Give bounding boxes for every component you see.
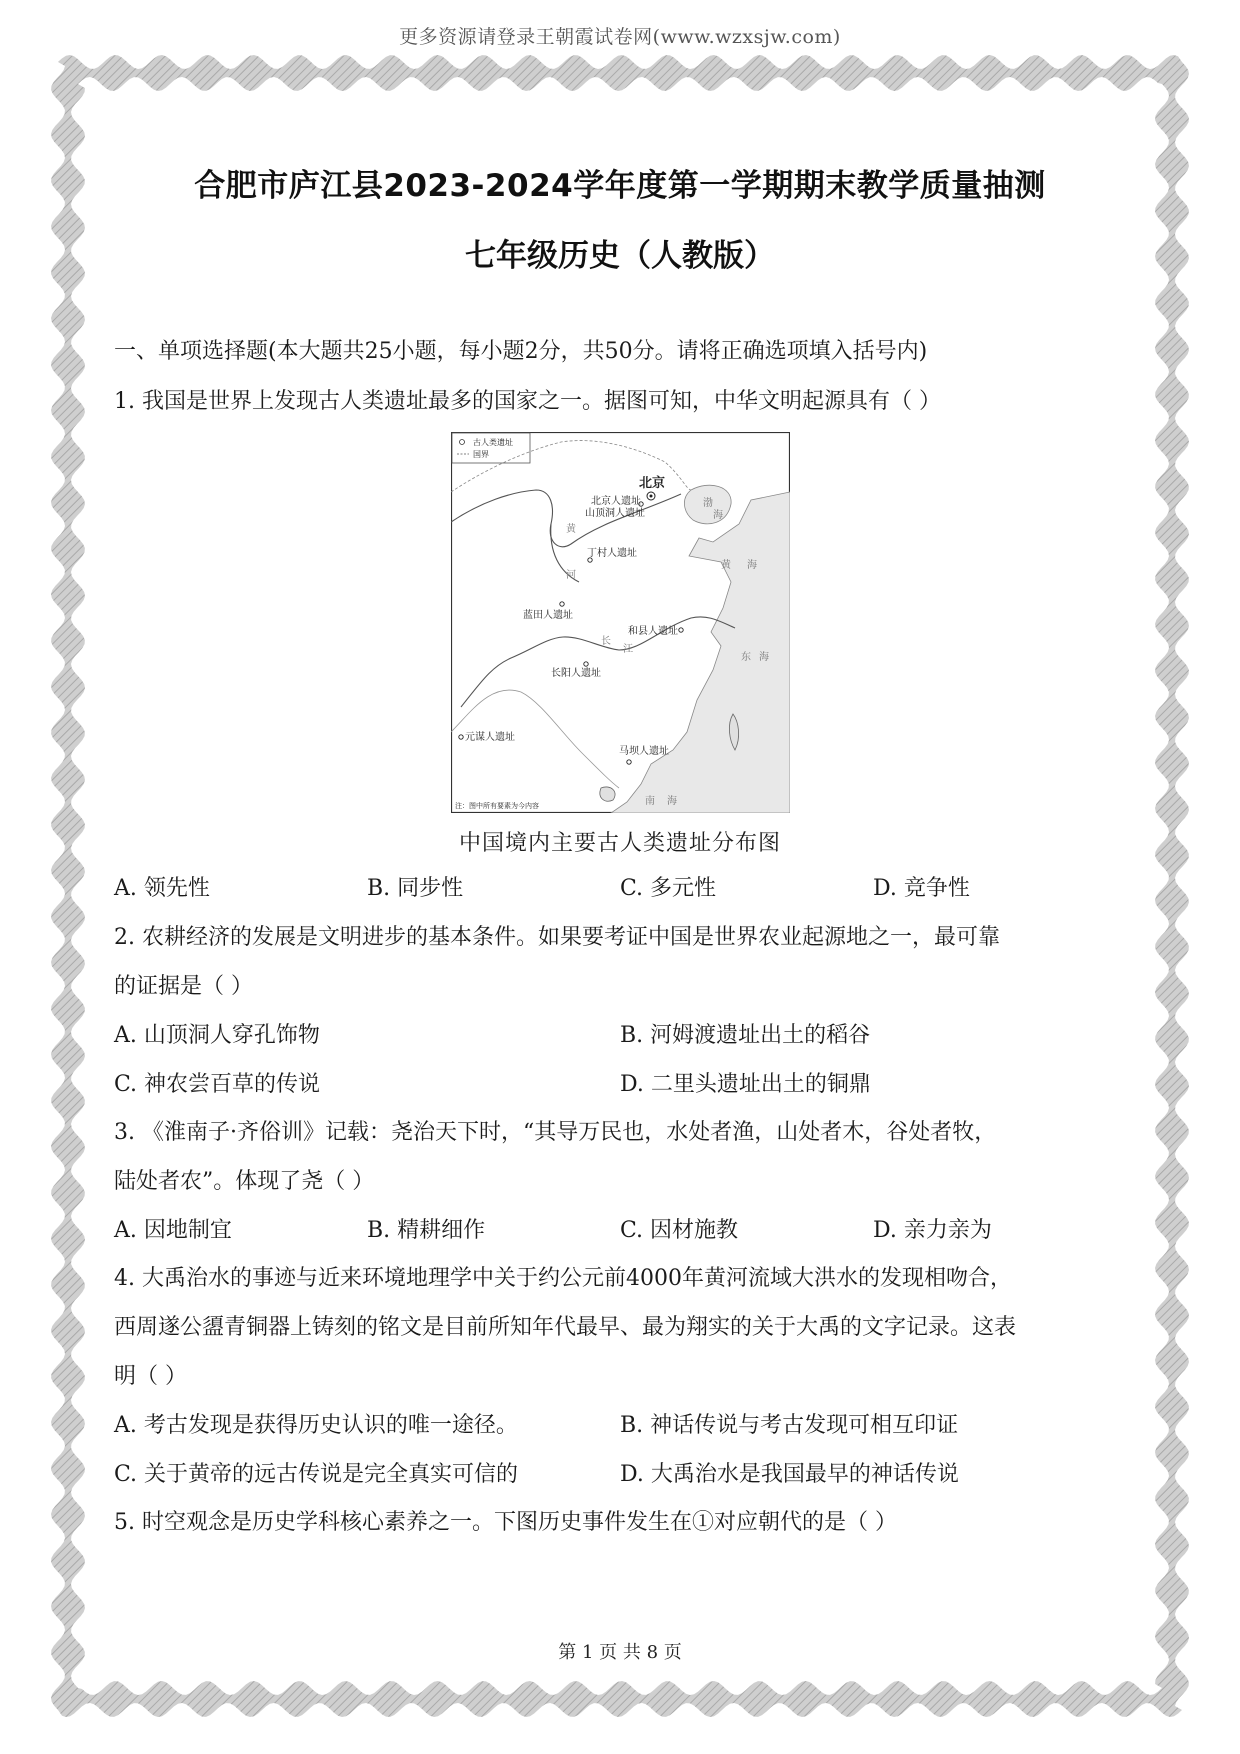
river-label: 江	[623, 644, 633, 655]
sea-label: 渤	[703, 498, 713, 509]
option: C. 多元性	[620, 876, 717, 901]
sea-label: 东	[741, 652, 751, 663]
option: A. 因地制宜	[114, 1218, 232, 1243]
question-4-stem: 西周遂公盨青铜器上铸刻的铭文是目前所知年代最早、最为翔实的关于大禹的文字记录。这表	[114, 1315, 1017, 1340]
question-3-stem: 陆处者农”。体现了尧（ ）	[114, 1169, 375, 1194]
option: A. 领先性	[114, 876, 210, 901]
map-site: 马坝人遗址	[619, 746, 669, 757]
page-subtitle: 七年级历史（人教版）	[465, 238, 775, 274]
option: C. 因材施教	[620, 1218, 739, 1243]
option: C. 关于黄帝的远古传说是完全真实可信的	[114, 1462, 519, 1487]
map-caption: 中国境内主要古人类遗址分布图	[458, 831, 781, 856]
legend-site: 古人类遗址	[473, 438, 513, 447]
sea-label: 海	[759, 652, 769, 663]
question-1-stem: 1. 我国是世界上发现古人类遗址最多的国家之一。据图可知，中华文明起源具有（ ）	[114, 389, 941, 414]
sea-label: 南	[645, 796, 655, 807]
option: B. 同步性	[367, 876, 464, 901]
option: B. 精耕细作	[367, 1218, 486, 1243]
page-title: 合肥市庐江县2023-2024学年度第一学期期末教学质量抽测	[194, 168, 1046, 204]
question-3-options	[114, 1216, 1134, 1246]
map-site: 北京人遗址	[591, 496, 641, 507]
sea-label: 海	[713, 510, 723, 521]
question-5-stem: 5. 时空观念是历史学科核心素养之一。下图历史事件发生在①对应朝代的是（ ）	[114, 1510, 897, 1535]
map-note: 注：图中所有要素为今内容	[455, 802, 539, 810]
option: A. 山顶洞人穿孔饰物	[114, 1023, 320, 1048]
map-site: 元谋人遗址	[465, 732, 515, 743]
map-site: 丁村人遗址	[587, 548, 637, 559]
map-site: 蓝田人遗址	[523, 610, 573, 621]
question-4-stem: 4. 大禹治水的事迹与近来环境地理学中关于约公元前4000年黄河流域大洪水的发现相吻合，	[114, 1266, 1012, 1291]
option: A. 考古发现是获得历史认识的唯一途径。	[114, 1413, 518, 1438]
option: B. 神话传说与考古发现可相互印证	[620, 1413, 959, 1438]
header-note: 更多资源请登录王朝霞试卷网(www.wzxsjw.com)	[399, 26, 841, 48]
option: D. 亲力亲为	[873, 1218, 992, 1243]
page-number: 第 1 页 共 8 页	[558, 1642, 682, 1663]
question-2-stem: 2. 农耕经济的发展是文明进步的基本条件。如果要考证中国是世界农业起源地之一，最可靠	[114, 925, 1000, 950]
option: D. 二里头遗址出土的铜鼎	[620, 1072, 871, 1097]
question-2-stem: 的证据是（ ）	[114, 974, 253, 999]
question-3-stem: 3. 《淮南子·齐俗训》记载：尧治天下时，“其导万民也，水处者渔，山处者木，谷处者牧，	[114, 1120, 997, 1145]
question-4-options	[114, 1460, 1134, 1490]
question-2-options	[114, 1070, 1134, 1100]
question-4-stem: 明（ ）	[114, 1364, 187, 1389]
river-label: 河	[566, 570, 576, 581]
sea-label: 黄	[721, 560, 731, 571]
ancient-sites-map	[451, 432, 790, 813]
river-label: 黄	[566, 524, 576, 535]
river-label: 长	[601, 636, 611, 647]
option: C. 神农尝百草的传说	[114, 1072, 321, 1097]
map-site: 长阳人遗址	[551, 668, 601, 679]
sea-label: 海	[667, 796, 677, 807]
sea-label: 海	[747, 560, 757, 571]
question-4-options	[114, 1411, 1134, 1441]
map-site: 和县人遗址	[628, 626, 678, 637]
question-1-options	[114, 874, 1134, 904]
option: B. 河姆渡遗址出土的稻谷	[620, 1023, 871, 1048]
option: D. 大禹治水是我国最早的神话传说	[620, 1462, 959, 1487]
section-heading: 一、单项选择题(本大题共25小题，每小题2分，共50分。请将正确选项填入括号内)	[114, 339, 928, 364]
option: D. 竞争性	[873, 876, 970, 901]
map-site: 山顶洞人遗址	[585, 508, 645, 519]
map-capital: 北京	[639, 476, 666, 491]
question-2-options	[114, 1021, 1134, 1051]
legend-border: 国界	[473, 450, 489, 459]
